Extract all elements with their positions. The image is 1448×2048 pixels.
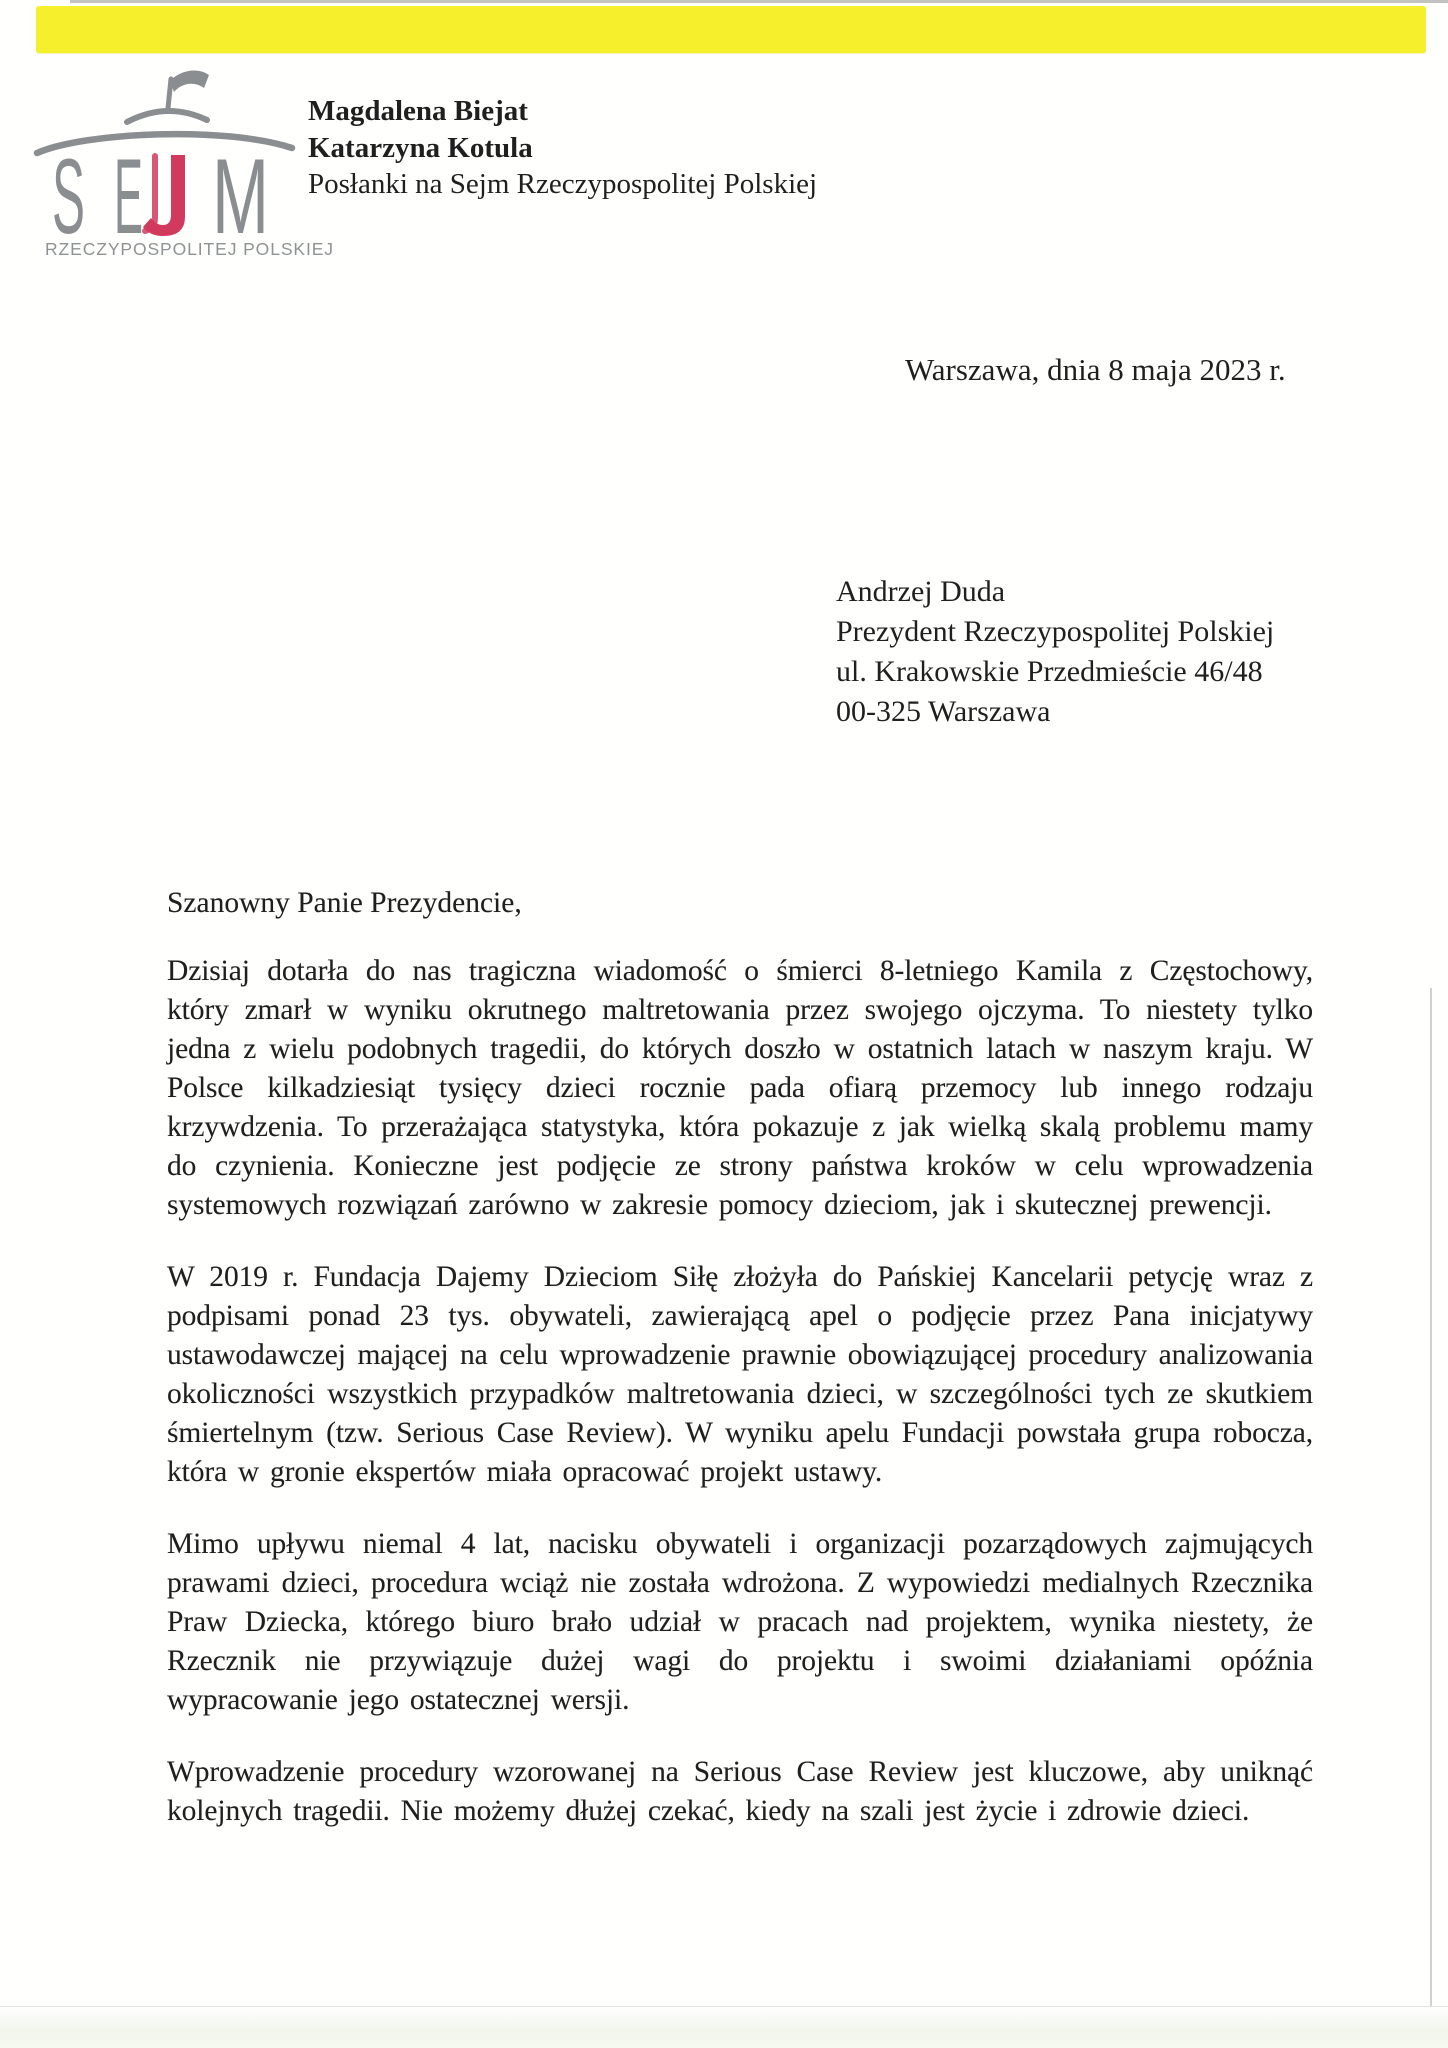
- yellow-highlight-bar: [36, 6, 1426, 53]
- sender-block: [308, 93, 817, 203]
- paragraph-1: Dzisiaj dotarła do nas tragiczna wiadomość o śmierci 8-letniego Kamila z Częstochowy, który zmarł w wyniku okrutnego maltretowania przez swojego ojczyma. To niestety tylko jedna z wielu podobnych tragedii, do których doszło w ostatnich latach w naszym kraju. W Polsce kilkadziesiąt tysięcy dzieci rocznie pada ofiarą przemocy lub innego rodzaju krzywdzenia. To przerażająca statystyka, która pokazuje z jak wielką skalą problemu mamy do czynienia. Konieczne jest podjęcie ze strony państwa kroków w celu wprowadzenia systemowych rozwiązań zarówno w zakresie pomocy dzieciom, jak i skutecznej prewencji.: [167, 955, 1313, 1221]
- sender-name-2: Katarzyna Kotula: [308, 131, 533, 164]
- flag-icon: [170, 70, 209, 92]
- logo-letter-e: E: [114, 136, 143, 256]
- scan-top-edge-artifact: [70, 0, 1448, 3]
- recipient-block: [836, 572, 1274, 732]
- logo-letter-s: S: [52, 136, 85, 256]
- scan-right-edge-artifact: [1430, 988, 1432, 2008]
- logo-letter-j: [143, 155, 185, 236]
- dateline: Warszawa, dnia 8 maja 2023 r.: [905, 352, 1286, 387]
- paragraph-2: W 2019 r. Fundacja Dajemy Dzieciom Siłę złożyła do Pańskiej Kancelarii petycję wraz z podpisami ponad 23 tys. obywateli, zawierającą apel o podjęcie przez Pana inicjatywy ustawodawczej mającej na celu wprowadzenie prawnie obowiązującej procedury analizowania okoliczności wszystkich przypadków maltretowania dzieci, w szczególności tych ze skutkiem śmiertelnym (tzw. Serious Case Review). W wyniku apelu Fundacji powstała grupa robocza, która w gronie ekspertów miała opracować projekt ustawy.: [167, 1261, 1313, 1488]
- paragraph-4: Wprowadzenie procedury wzorowanej na Serious Case Review jest kluczowe, aby uniknąć kolejnych tragedii. Nie możemy dłużej czekać, kiedy na szali jest życie i zdrowie dzieci.: [167, 1756, 1313, 1827]
- letter-body: [167, 884, 1313, 1864]
- logo-letter-m: M: [212, 136, 269, 256]
- recipient-street: ul. Krakowskie Przedmieście 46/48: [836, 655, 1263, 688]
- recipient-city: 00-325 Warszawa: [836, 695, 1051, 728]
- dome-small-arc: [127, 111, 207, 122]
- sejm-logo-caption: RZECZYPOSPOLITEJ POLSKIEJ: [45, 239, 334, 259]
- sender-name-1: Magdalena Biejat: [308, 95, 528, 127]
- recipient-name: Andrzej Duda: [836, 575, 1006, 608]
- flag-pole: [168, 79, 171, 108]
- salutation: Szanowny Panie Prezydencie,: [167, 887, 522, 919]
- paragraph-3: Mimo upływu niemal 4 lat, nacisku obywateli i organizacji pozarządowych zajmujących prawami dzieci, procedura wciąż nie została wdrożona. Z wypowiedzi medialnych Rzecznika Praw Dziecka, którego biuro brało udział w pracach nad projektem, wynika niestety, że Rzecznik nie przywiązuje dużej wagi do projektu i swoimi działaniami opóźnia wypracowanie jego ostatecznej wersji.: [167, 1528, 1313, 1716]
- recipient-title: Prezydent Rzeczypospolitej Polskiej: [836, 615, 1275, 648]
- scan-bottom-band: [0, 2006, 1448, 2048]
- sender-role: Posłanki na Sejm Rzeczypospolitej Polskiej: [308, 168, 818, 200]
